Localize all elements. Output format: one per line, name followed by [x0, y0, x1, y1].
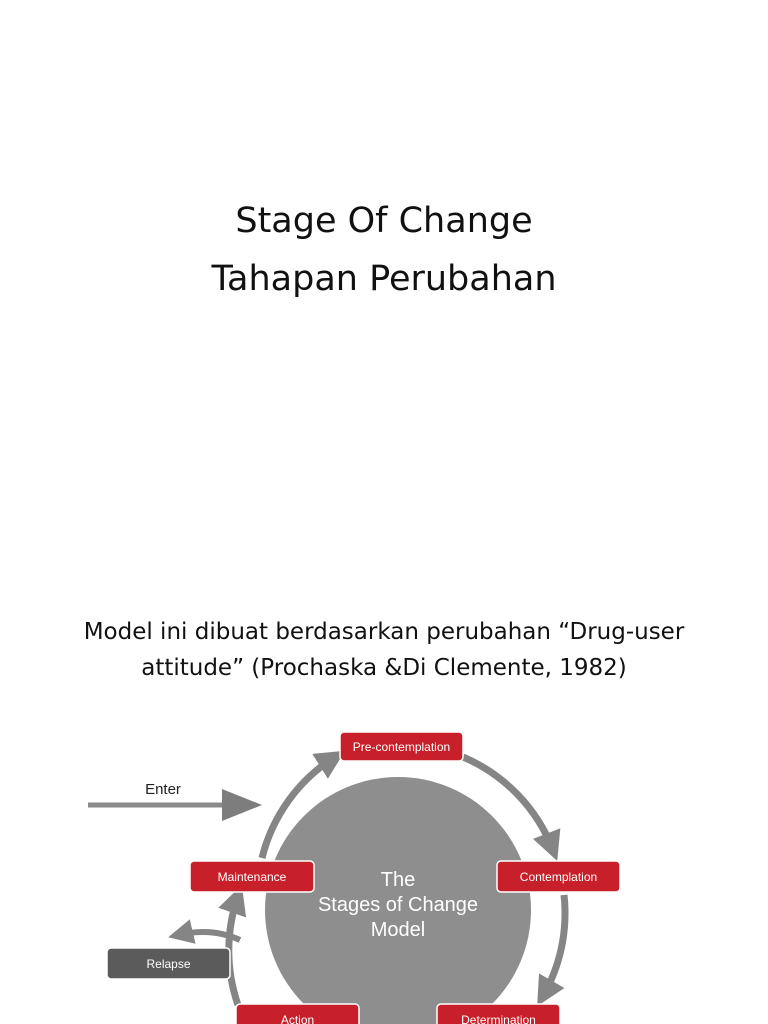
stage-maintenance	[190, 861, 314, 892]
stage-precontemplation-label: Pre-contemplation	[352, 740, 451, 754]
subtitle-line-1: Model ini dibuat berdasarkan perubahan “Drug-user	[83, 619, 685, 645]
title-line-english: Stage Of Change	[235, 201, 533, 241]
center-title-line-2: Stages of Change	[317, 894, 479, 916]
stage-determination	[437, 1004, 560, 1024]
stage-maintenance-label: Maintenance	[217, 870, 287, 884]
enter-label: Enter	[145, 781, 181, 798]
arrow-contemplation-to-determination	[543, 895, 565, 996]
stage-relapse-label: Relapse	[146, 957, 191, 971]
stage-relapse	[107, 948, 230, 979]
enter-arrow-head	[222, 789, 262, 821]
center-title-line-3: Model	[370, 919, 426, 941]
stage-precontemplation	[340, 732, 463, 761]
center-title-line-1: The	[380, 869, 416, 891]
stage-determination-label: Determination	[461, 1013, 536, 1024]
title-line-indonesian: Tahapan Perubahan	[211, 259, 557, 299]
stage-contemplation-label: Contemplation	[519, 870, 598, 884]
stage-action	[236, 1004, 359, 1024]
stage-action-label: Action	[280, 1013, 315, 1024]
stage-contemplation	[497, 861, 620, 892]
subtitle-line-2: attitude” (Prochaska &Di Clemente, 1982)	[141, 655, 627, 681]
